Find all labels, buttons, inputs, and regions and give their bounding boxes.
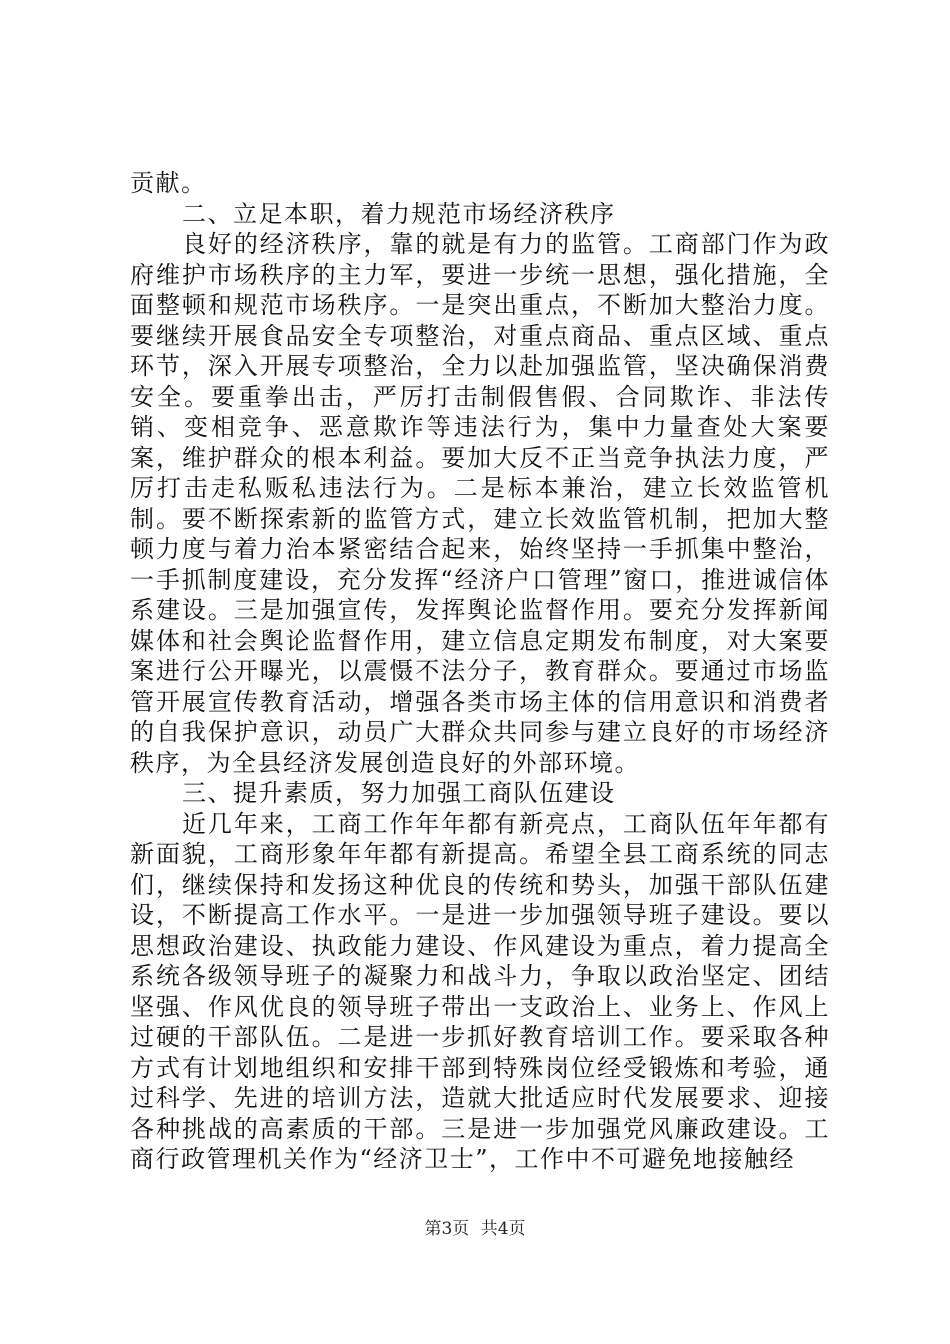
paragraph-continuation: 贡献。 xyxy=(130,169,207,197)
paragraph-market-order: 良好的经济秩序，靠的就是有力的监管。工商部门作为政府维护市场秩序的主力军，要进一步统一思想，强化措施，全面整顿和规范市场秩序。一是突出重点，不断加大整治力度。要继续开展食品安全专项整治，对重点商品、重点区域、重点环节，深入开展专项整治，全力以赴加强监管，坚决确保消费安全。要重拳出击，严厉打击制假售假、合同欺诈、非法传销、变相竞争、恶意欺诈等违法行为，集中力量查处大案要案，维护群众的根本利益。要加大反不正当竞争执法力度，严厉打击走私贩私违法行为。二是标本兼治，建立长效监管机制。要不断探索新的监管方式，建立长效监管机制，把加大整顿力度与着力治本紧密结合起来，始终坚持一手抓集中整治，一手抓制度建设，充分发挥“经济户口管理”窗口，推进诚信体系建设。三是加强宣传，发挥舆论监督作用。要充分发挥新闻媒体和社会舆论监督作用，建立信息定期发布制度，对大案要案进行公开曝光，以震慑不法分子，教育群众。要通过市场监管开展宣传教育活动，增强各类市场主体的信用意识和消费者的自我保护意识，动员广大群众共同参与建立良好的市场经济秩序，为全县经济发展创造良好的外部环境。 xyxy=(130,230,830,777)
paragraph-team-building: 近几年来，工商工作年年都有新亮点，工商队伍年年都有新面貌，工商形象年年都有新提高。希望全县工商系统的同志们，继续保持和发扬这种优良的传统和势头，加强干部队伍建设，不断提高工作水平。一是进一步加强领导班子建设。要以思想政治建设、执政能力建设、作风建设为重点，着力提高全系统各级领导班子的凝聚力和战斗力，争取以政治坚定、团结坚强、作风优良的领导班子带出一支政治上、业务上、作风上过硬的干部队伍。二是进一步抓好教育培训工作。要采取各种方式有计划地组织和安排干部到特殊岗位经受锻炼和考验，通过科学、先进的培训方法，造就大批适应时代发展要求、迎接各种挑战的高素质的干部。三是进一步加强党风廉政建设。工商行政管理机关作为“经济卫士”，工作中不可避免地接触经 xyxy=(130,809,830,1173)
section-heading-2: 二、立足本职，着力规范市场经济秩序 xyxy=(182,199,616,228)
page-footer xyxy=(0,1214,950,1239)
section-heading-3: 三、提升素质，努力加强工商队伍建设 xyxy=(182,779,616,807)
page-number: 第3页 xyxy=(424,1219,470,1239)
page-total: 共4页 xyxy=(480,1219,526,1239)
document-body xyxy=(130,168,830,1175)
